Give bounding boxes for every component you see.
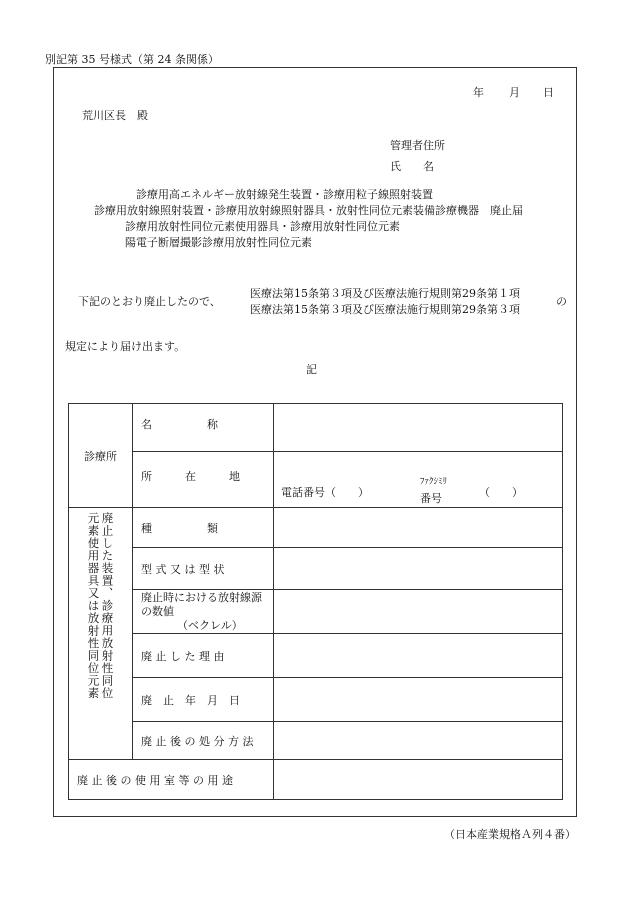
type-input[interactable]	[274, 508, 563, 548]
name-label: 名 称	[141, 417, 218, 431]
form-number: 別記第 35 号様式（第 24 条関係）	[45, 53, 219, 66]
footer-standard: （日本産業規格Ａ列４番）	[444, 828, 576, 841]
title-line-2: 診療用放射線照射装置・診療用放射線照射器具・放射性同位元素装備診療機器 廃止届	[94, 204, 523, 217]
title-line-1: 診療用高エネルギー放射線発生装置・診療用粒子線照射装置	[136, 188, 433, 201]
fax-label-top: ﾌｧｸｼﾐﾘ	[420, 477, 448, 487]
model-label: 型 式 又 は 型 状	[141, 562, 225, 576]
abolition-date-label-cell	[133, 678, 274, 722]
location-label: 所 在 地	[141, 469, 240, 483]
law-clause-1: 医療法第15条第３項及び医療法施行規則第29条第１項	[250, 287, 520, 300]
model-input[interactable]	[274, 548, 563, 590]
abolition-date-label: 廃 止 年 月 日	[141, 693, 240, 707]
disposal-label: 廃 止 後 の 処 分 方 法	[141, 734, 254, 748]
abolition-date-input[interactable]	[274, 678, 563, 722]
title-line-3: 診療用放射性同位元素使用器具・診療用放射性同位元素	[125, 220, 400, 233]
reason-input[interactable]	[274, 634, 563, 678]
body-closing: 規定により届け出ます。	[65, 340, 186, 353]
date-year: 年	[473, 86, 484, 99]
radiation-value-label-cell	[133, 590, 274, 634]
usage-input[interactable]	[274, 760, 563, 800]
date-day: 日	[543, 86, 554, 99]
location-label-cell	[133, 452, 274, 508]
disposal-input[interactable]	[274, 722, 563, 760]
body-lead: 下記のとおり廃止したので、	[78, 295, 221, 308]
clinic-label-cell	[69, 404, 133, 508]
device-label: 廃止した装置、診療用放射性同位元素使用器具又は放射性同位元素	[86, 512, 115, 700]
radiation-value-label: 廃止時における放射線源の数値	[141, 591, 262, 618]
usage-label: 廃 止 後 の 使 用 室 等 の 用 途	[77, 773, 233, 787]
phone-label: 電話番号（ ）	[281, 486, 369, 499]
law-suffix: の	[556, 295, 567, 308]
title-line-4: 陽電子断層撮影診療用放射性同位元素	[125, 236, 312, 249]
fax-label-bottom: 番号	[420, 492, 442, 505]
name-label-cell	[133, 404, 274, 452]
addressee: 荒川区長 殿	[82, 109, 148, 122]
law-clause-2: 医療法第15条第３項及び医療法施行規則第29条第３項	[250, 303, 520, 316]
reason-label-cell	[133, 634, 274, 678]
becquerel-label: （ベクレル）	[177, 619, 243, 632]
device-label-cell	[69, 508, 133, 760]
name-input[interactable]	[274, 404, 563, 452]
reason-label: 廃 止 し た 理 由	[141, 649, 225, 663]
date-month: 月	[509, 86, 520, 99]
disposal-label-cell	[133, 722, 274, 760]
clinic-label: 診療所	[84, 449, 117, 463]
model-label-cell	[133, 548, 274, 590]
notification-table	[68, 403, 563, 800]
type-label-cell	[133, 508, 274, 548]
fax-paren: （ ）	[479, 486, 523, 499]
usage-label-cell	[69, 760, 274, 800]
location-input[interactable]	[274, 452, 563, 508]
manager-name-label: 氏 名	[390, 160, 434, 173]
type-label: 種 類	[141, 521, 218, 535]
manager-address-label: 管理者住所	[390, 139, 445, 152]
radiation-value-input[interactable]	[274, 590, 563, 634]
ki-heading: 記	[306, 363, 317, 376]
